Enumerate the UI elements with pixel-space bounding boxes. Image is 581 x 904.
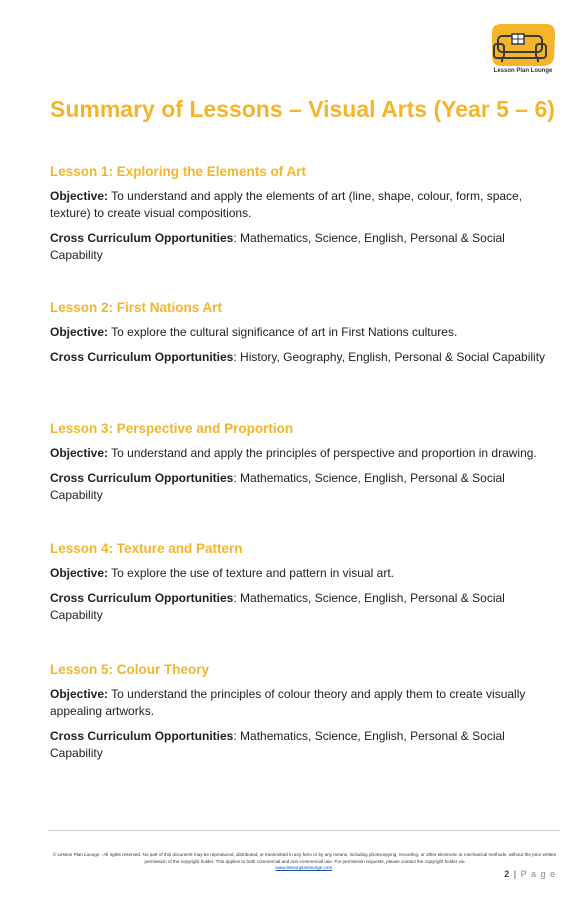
website-link[interactable]: www.lessonplanlounge.com <box>275 865 333 870</box>
page-title: Summary of Lessons – Visual Arts (Year 5 – 6) <box>50 96 555 122</box>
cross-curriculum-label: Cross Curriculum Opportunities <box>50 231 234 245</box>
lesson-cross-curriculum <box>50 470 555 504</box>
lesson-heading: Lesson 2: First Nations Art <box>50 300 223 315</box>
objective-text: To explore the cultural significance of art in First Nations cultures. <box>111 325 458 339</box>
page-number <box>504 869 556 879</box>
cross-curriculum-label: Cross Curriculum Opportunities <box>50 471 234 485</box>
objective-text: To understand and apply the elements of art (line, shape, colour, form, space, texture) to create visual compositions. <box>50 189 523 220</box>
objective-label: Objective: <box>50 566 109 580</box>
lesson-4 <box>50 541 555 632</box>
lesson-heading: Lesson 5: Colour Theory <box>50 662 210 677</box>
lesson-objective <box>50 445 555 462</box>
cross-curriculum-label: Cross Curriculum Opportunities <box>50 729 234 743</box>
lesson-cross-curriculum <box>50 728 555 762</box>
lounge-chair-icon <box>488 22 558 68</box>
objective-label: Objective: <box>50 446 109 460</box>
brand-logo <box>486 22 560 80</box>
objective-label: Objective: <box>50 325 109 339</box>
lesson-2 <box>50 300 555 374</box>
objective-text: To understand the principles of colour theory and apply them to create visually appealing artworks. <box>50 687 526 718</box>
cross-curriculum-label: Cross Curriculum Opportunities <box>50 591 234 605</box>
page-number-value: 2 <box>504 869 511 879</box>
page-label: P a g e <box>520 869 556 879</box>
objective-label: Objective: <box>50 687 109 701</box>
lesson-heading: Lesson 1: Exploring the Elements of Art <box>50 164 307 179</box>
footer-divider <box>48 830 560 831</box>
lesson-objective <box>50 324 555 341</box>
lesson-cross-curriculum <box>50 349 555 366</box>
objective-text: To explore the use of texture and pattern in visual art. <box>111 566 394 580</box>
copyright-notice <box>52 852 557 872</box>
lesson-cross-curriculum <box>50 590 555 624</box>
link-suffix: . <box>332 865 334 870</box>
lesson-objective <box>50 686 555 720</box>
lesson-heading: Lesson 4: Texture and Pattern <box>50 541 243 556</box>
cross-curriculum-text: : Mathematics, Science, English, Personal & Social Capability <box>50 471 505 502</box>
lesson-3 <box>50 421 555 512</box>
logo-text: Lesson Plan Lounge <box>493 68 553 74</box>
cross-curriculum-text: : Mathematics, Science, English, Personal & Social Capability <box>50 729 505 760</box>
cross-curriculum-label: Cross Curriculum Opportunities <box>50 350 234 364</box>
lesson-objective <box>50 565 555 582</box>
lesson-1 <box>50 164 555 272</box>
objective-text: To understand and apply the principles of perspective and proportion in drawing. <box>111 446 537 460</box>
copyright-text: © Lesson Plan Lounge - All rights reserved. No part of this document may be reproduced, distributed, or transmitted in any form or by any means, including photocopying, recording, or other electronic or mechanical methods, without the prior written permission of the copyright holder. This applies to both commercial and non-commercial use. For permission requests, please contact the copyright holder via <box>52 852 557 864</box>
cross-curriculum-text: : History, Geography, English, Personal & Social Capability <box>233 350 546 364</box>
page-separator: | <box>510 869 521 879</box>
lesson-5 <box>50 662 555 770</box>
lesson-objective <box>50 188 555 222</box>
lesson-heading: Lesson 3: Perspective and Proportion <box>50 421 294 436</box>
cross-curriculum-text: : Mathematics, Science, English, Personal & Social Capability <box>50 591 505 622</box>
lesson-cross-curriculum <box>50 230 555 264</box>
cross-curriculum-text: : Mathematics, Science, English, Personal & Social Capability <box>50 231 505 262</box>
objective-label: Objective: <box>50 189 109 203</box>
